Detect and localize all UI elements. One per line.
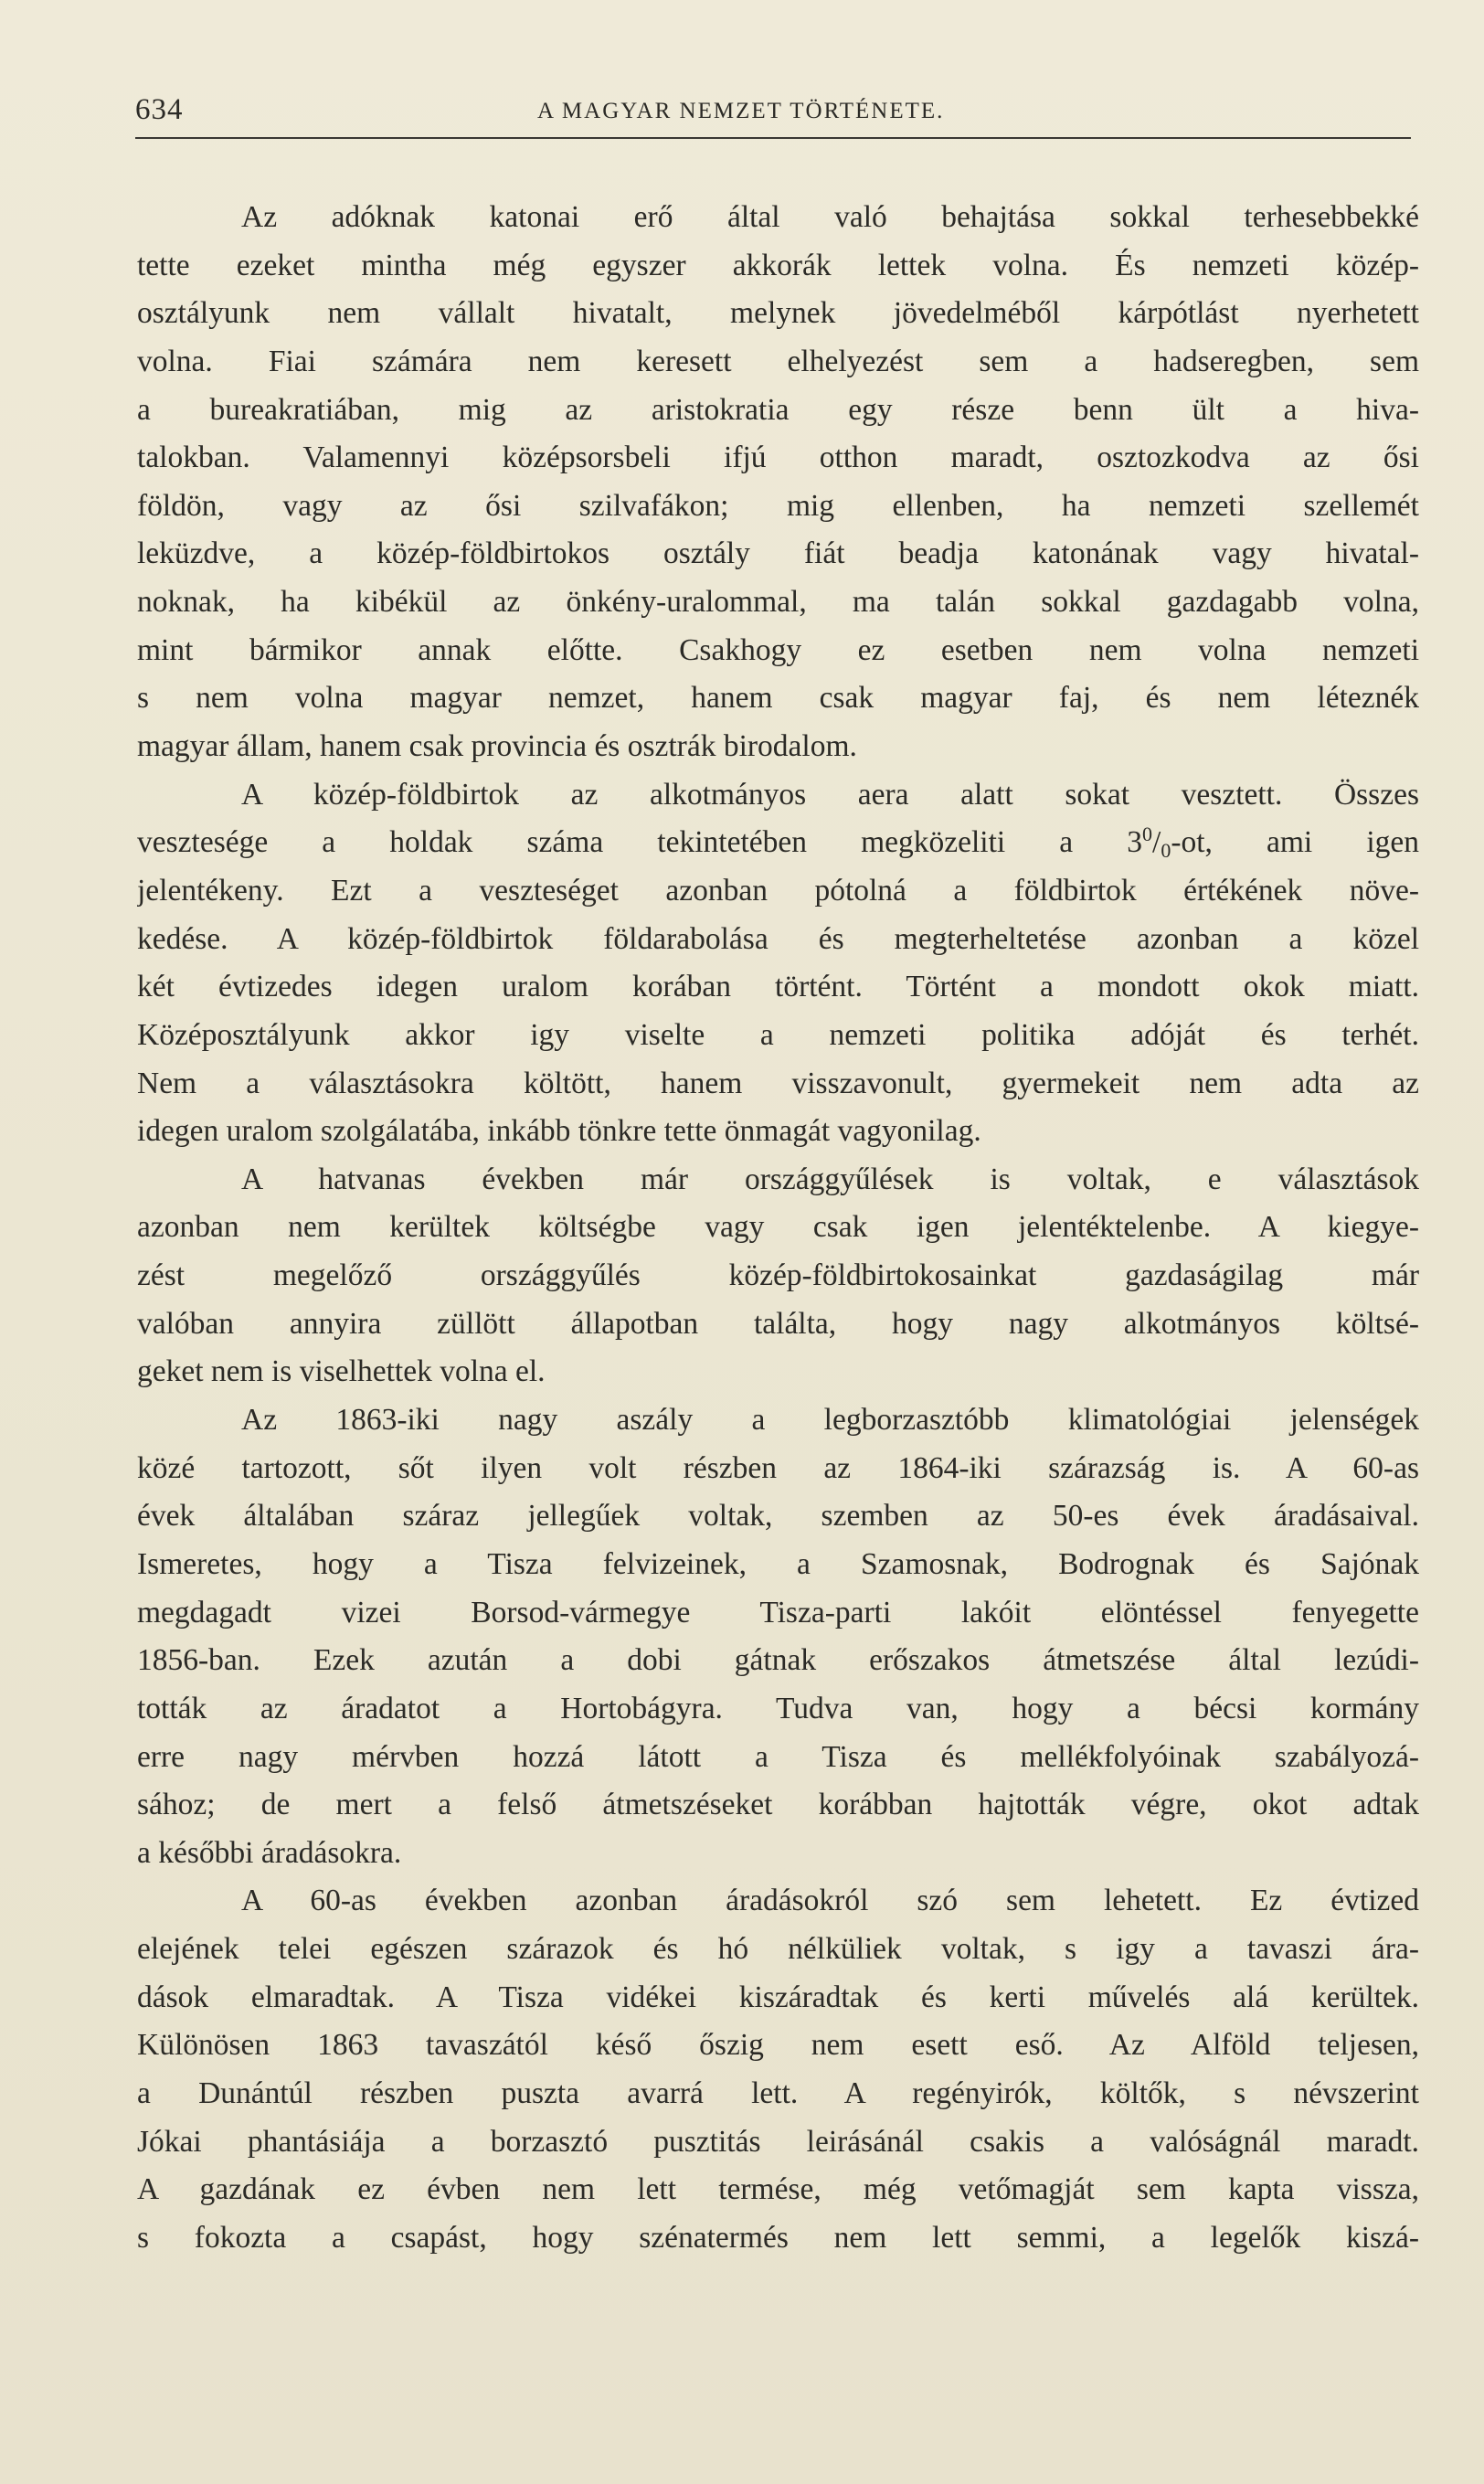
text-line: osztályunk nem vállalt hivatalt, melynek jövedelméből kárpótlást nyerhetett xyxy=(137,296,1419,331)
percent-sub: 0 xyxy=(1161,839,1171,863)
text-line: tette ezeket mintha még egyszer akkorák lettek volna. És nemzeti közép- xyxy=(137,248,1419,282)
text-line: jelentékeny. Ezt a veszteséget azonban pótolná a földbirtok értékének növe- xyxy=(137,873,1419,908)
running-title: A MAGYAR NEMZET TÖRTÉNETE. xyxy=(537,99,945,123)
text-line: erre nagy mérvben hozzá látott a Tisza és mellékfolyóinak szabályozá- xyxy=(137,1739,1419,1774)
text-line: s fokozta a csapást, hogy szénatermés nem lett semmi, a legelők kiszá- xyxy=(137,2220,1419,2255)
text-line: talokban. Valamennyi középsorsbeli ifjú otthon maradt, osztozkodva az ősi xyxy=(137,441,1419,475)
text-line: a későbbi áradásokra. xyxy=(137,1835,402,1870)
text-line: a Dunántúl részben puszta avarrá lett. A regényirók, költők, s névszerint xyxy=(137,2075,1419,2110)
text-line: 1856-ban. Ezek azután a dobi gátnak erőszakos átmetszése által lezúdi- xyxy=(137,1643,1419,1678)
text-line: s nem volna magyar nemzet, hanem csak magyar faj, és nem léteznék xyxy=(137,681,1419,716)
text-line: A közép-földbirtok az alkotmányos aera alatt sokat vesztett. Összes xyxy=(241,777,1419,812)
text-line: két évtizedes idegen uralom korában történt. Történt a mondott okok miatt. xyxy=(137,970,1419,1004)
text-line: zést megelőző országgyűlés közép-földbirtokosainkat gazdaságilag már xyxy=(137,1258,1419,1293)
text-line: tották az áradatot a Hortobágyra. Tudva van, hogy a bécsi kormány xyxy=(137,1691,1419,1725)
text-line: Az 1863-iki nagy aszály a legborzasztóbb klimatológiai jelenségek xyxy=(241,1403,1419,1438)
body-text xyxy=(137,194,1419,2263)
text-line: Jókai phantásiája a borzasztó pusztitás leirásánál csakis a valóságnál maradt. xyxy=(137,2124,1419,2159)
text-line: leküzdve, a közép-földbirtokos osztály fiát beadja katonának vagy hivatal- xyxy=(137,536,1419,571)
text-line: A gazdának ez évben nem lett termése, még vetőmagját sem kapta vissza, xyxy=(137,2172,1419,2207)
text-line: évek általában száraz jellegűek voltak, szemben az 50-es évek áradásaival. xyxy=(137,1499,1419,1534)
text-line: valóban annyira züllött állapotban találta, hogy nagy alkotmányos költsé- xyxy=(137,1306,1419,1341)
text-line: sához; de mert a felső átmetszéseket korábban hajtották végre, okot adtak xyxy=(137,1788,1419,1822)
text-line: azonban nem kerültek költségbe vagy csak igen jelentéktelenbe. A kiegye- xyxy=(137,1210,1419,1245)
text-line: noknak, ha kibékül az önkény-uralommal, ma talán sokkal gazdagabb volna, xyxy=(137,585,1419,620)
text-line: Ismeretes, hogy a Tisza felvizeinek, a Szamosnak, Bodrognak és Sajónak xyxy=(137,1546,1419,1581)
text-line: megdagadt vizei Borsod-vármegye Tisza-parti lakóit elöntéssel fenyegette xyxy=(137,1595,1419,1629)
text-line: elejének telei egészen szárazok és hó nélküliek voltak, s igy a tavaszi ára- xyxy=(137,1932,1419,1967)
page-header xyxy=(135,93,1411,141)
text-fragment: -ot, ami igen xyxy=(1171,825,1419,860)
text-line: idegen uralom szolgálatába, inkább tönkre tette önmagát vagyonilag. xyxy=(137,1114,981,1149)
text-line: geket nem is viselhettek volna el. xyxy=(137,1354,546,1389)
text-line: volna. Fiai számára nem keresett elhelyezést sem a hadseregben, sem xyxy=(137,344,1419,378)
text-line: Az adóknak katonai erő által való behajtása sokkal terhesebbekké xyxy=(241,200,1419,234)
text-line: közé tartozott, sőt ilyen volt részben az 1864-iki szárazság is. A 60-as xyxy=(137,1450,1419,1485)
percent-slash: / xyxy=(1152,825,1161,860)
text-line: magyar állam, hanem csak provincia és osztrák birodalom. xyxy=(137,729,857,764)
text-line: A hatvanas években már országgyűlések is voltak, e választások xyxy=(241,1162,1419,1196)
text-line-with-percent xyxy=(137,819,1419,867)
text-line: mint bármikor annak előtte. Csakhogy ez esetben nem volna nemzeti xyxy=(137,632,1419,667)
text-fragment: vesztesége a holdak száma tekintetében megközeliti a 3 xyxy=(137,825,1143,860)
page-number: 634 xyxy=(135,93,184,126)
percent-sup: 0 xyxy=(1142,823,1153,846)
text-line: Nem a választásokra költött, hanem visszavonult, gyermekeit nem adta az xyxy=(137,1066,1419,1100)
text-line: kedése. A közép-földbirtok földarabolása és megterheltetése azonban a közel xyxy=(137,921,1419,956)
text-line: Különösen 1863 tavaszától késő őszig nem esett eső. Az Alföld teljesen, xyxy=(137,2028,1419,2063)
text-line: A 60-as években azonban áradásokról szó sem lehetett. Ez évtized xyxy=(241,1884,1419,1918)
text-line: Középosztályunk akkor igy viselte a nemzeti politika adóját és terhét. xyxy=(137,1017,1419,1052)
text-line: dások elmaradtak. A Tisza vidékei kiszáradtak és kerti művelés alá kerültek. xyxy=(137,1980,1419,2014)
header-rule xyxy=(135,137,1411,139)
text-line: a bureakratiában, mig az aristokratia egy része benn ült a hiva- xyxy=(137,392,1419,427)
text-line: földön, vagy az ősi szilvafákon; mig ellenben, ha nemzeti szellemét xyxy=(137,488,1419,523)
